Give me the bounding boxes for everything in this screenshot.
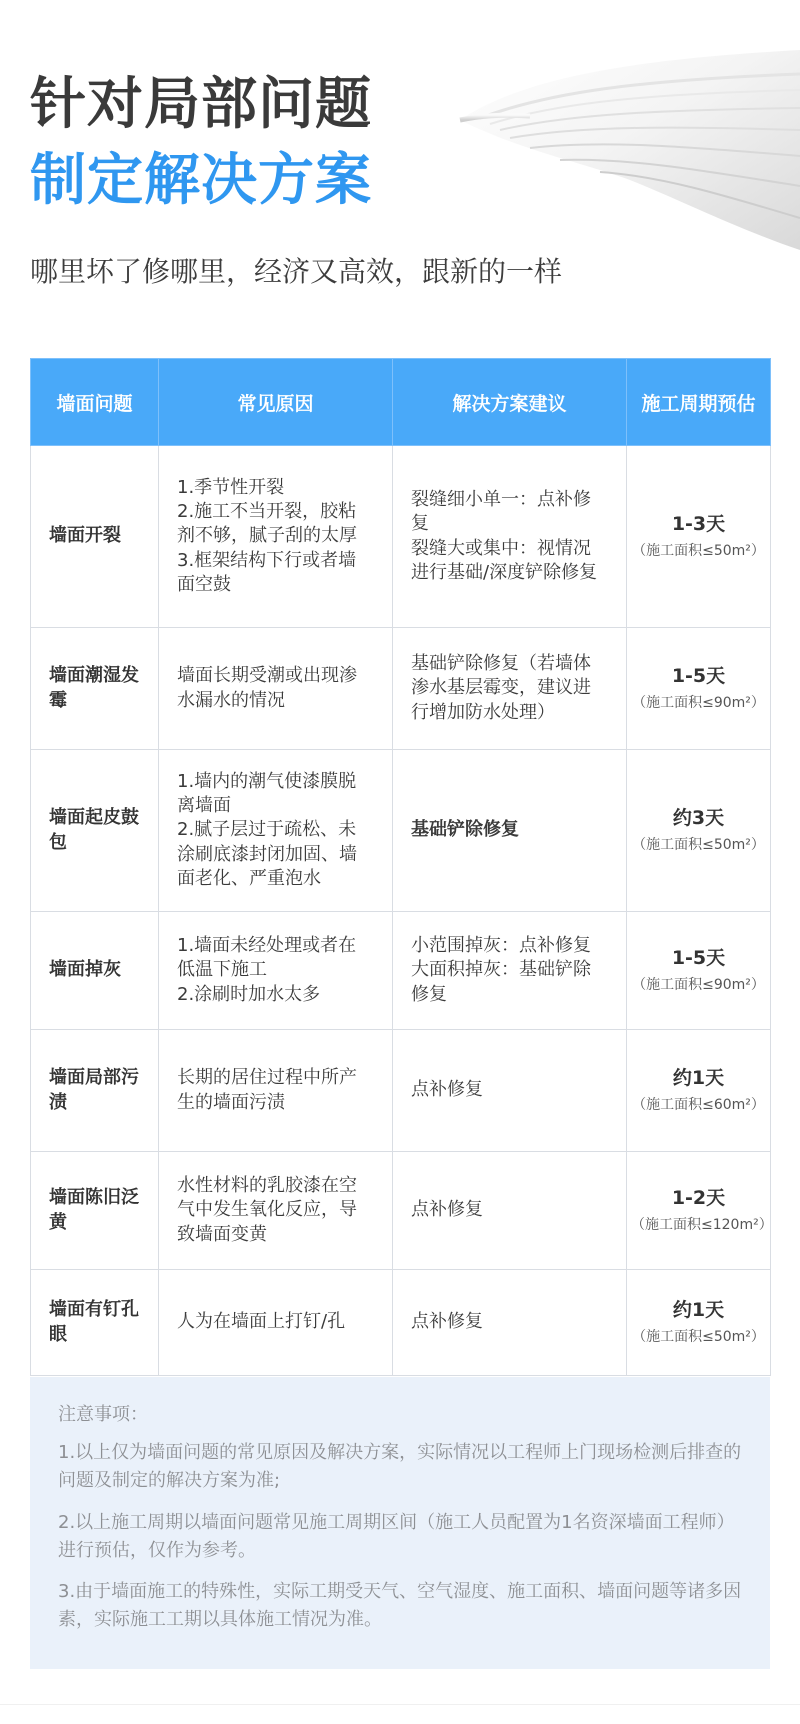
problem-table [30,358,771,1376]
notes-title: 注意事项： [58,1404,148,1425]
cell-solution: 裂缝细小单一：点补修复 裂缝大或集中：视情况进行基础/深度铲除修复 [393,446,627,628]
table-header-row [31,359,771,446]
table-row [31,750,771,912]
cell-problem: 墙面潮湿发霉 [31,628,159,750]
header-period: 施工周期预估 [627,359,771,446]
header-cause: 常见原因 [159,359,393,446]
period-value: 约1天 [672,1067,725,1090]
cell-solution: 基础铲除修复（若墙体渗水基层霉变，建议进行增加防水处理） [393,628,627,750]
cell-problem: 墙面开裂 [31,446,159,628]
period-area-note: （施工面积≤60m²） [632,1096,765,1113]
footer-divider [0,1704,800,1705]
period-area-note: （施工面积≤50m²） [632,542,765,559]
cell-cause: 人为在墙面上打钉/孔 [159,1270,393,1376]
cell-solution: 点补修复 [393,1030,627,1152]
cell-problem: 墙面局部污渍 [31,1030,159,1152]
table-row [31,446,771,628]
cell-cause: 长期的居住过程中所产生的墙面污渍 [159,1030,393,1152]
cell-cause: 水性材料的乳胶漆在空气中发生氧化反应，导致墙面变黄 [159,1152,393,1270]
cell-cause: 墙面长期受潮或出现渗水漏水的情况 [159,628,393,750]
page-title-line2: 制定解决方案 [30,148,372,213]
period-area-note: （施工面积≤120m²） [631,1216,773,1233]
period-area-note: （施工面积≤50m²） [632,1328,765,1345]
problem-table-wrapper [30,358,773,1376]
hero-section [0,0,800,358]
note-item: 3.由于墙面施工的特殊性，实际工期受天气、空气湿度、施工面积、墙面问题等诸多因素，实际施工工期以具体施工情况为准。 [58,1581,742,1631]
period-area-note: （施工面积≤50m²） [632,836,765,853]
table-row [31,1270,771,1376]
note-item: 1.以上仅为墙面问题的常见原因及解决方案，实际情况以工程师上门现场检测后排查的问题及制定的解决方案为准; [58,1441,742,1491]
cell-cause: 1.墙内的潮气使漆膜脱离墙面 2.腻子层过于疏松、未涂刷底漆封闭加固、墙面老化、严重泡水 [159,750,393,912]
table-row [31,1030,771,1152]
cell-cause: 1.墙面未经处理或者在低温下施工 2.涂刷时加水太多 [159,912,393,1030]
period-value: 约3天 [672,807,725,830]
cell-period [627,446,771,628]
page-subtitle: 哪里坏了修哪里，经济又高效，跟新的一样 [30,255,563,288]
cell-problem: 墙面有钉孔眼 [31,1270,159,1376]
note-item: 2.以上施工周期以墙面问题常见施工周期区间（施工人员配置为1名资深墙面工程师）进行预估，仅作为参考。 [58,1511,735,1561]
cell-solution: 点补修复 [393,1152,627,1270]
table-row [31,1152,771,1270]
cell-period [627,1152,771,1270]
cell-solution: 基础铲除修复 [393,750,627,912]
cell-period [627,1270,771,1376]
period-value: 1-3天 [671,513,726,536]
period-value: 1-2天 [671,1187,726,1210]
period-value: 约1天 [672,1299,725,1322]
cell-period [627,912,771,1030]
cell-problem: 墙面起皮鼓包 [31,750,159,912]
cell-period [627,628,771,750]
period-area-note: （施工面积≤90m²） [632,694,765,711]
cell-period [627,750,771,912]
period-value: 1-5天 [671,665,726,688]
period-value: 1-5天 [671,947,726,970]
notes-panel [30,1377,770,1669]
paint-stroke-image [440,50,800,260]
cell-solution: 点补修复 [393,1270,627,1376]
header-problem: 墙面问题 [31,359,159,446]
cell-period [627,1030,771,1152]
page-title-line1: 针对局部问题 [30,72,372,137]
header-solution: 解决方案建议 [393,359,627,446]
period-area-note: （施工面积≤90m²） [632,976,765,993]
table-row [31,912,771,1030]
cell-problem: 墙面掉灰 [31,912,159,1030]
table-row [31,628,771,750]
cell-problem: 墙面陈旧泛黄 [31,1152,159,1270]
cell-solution: 小范围掉灰：点补修复 大面积掉灰：基础铲除修复 [393,912,627,1030]
cell-cause: 1.季节性开裂 2.施工不当开裂，胶粘剂不够，腻子刮的太厚 3.框架结构下行或者墙面空鼓 [159,446,393,628]
